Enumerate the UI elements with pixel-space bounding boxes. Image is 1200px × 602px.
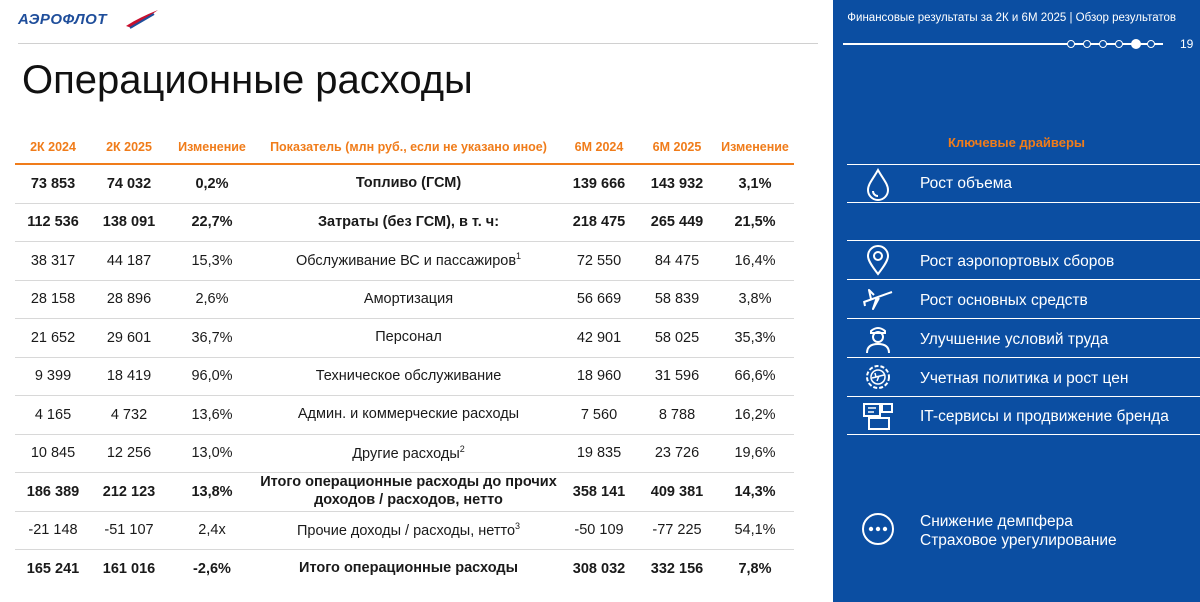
- cell-2k-2024-text: 10 845: [30, 445, 76, 462]
- cell-6m-2024: [560, 164, 638, 203]
- driver-item: [847, 165, 1200, 203]
- cell-6m-2025-text: -77 225: [652, 522, 702, 539]
- cell-2k-2025-text: 138 091: [102, 214, 156, 231]
- table-row: [15, 280, 794, 319]
- cell-change-6m-text: 21,5%: [734, 214, 776, 231]
- cell-indicator-text: Техническое обслуживание: [315, 367, 502, 384]
- cell-indicator: [257, 473, 560, 512]
- cell-indicator-text: Топливо (ГСМ): [355, 175, 462, 192]
- cell-2k-2025-text: 161 016: [102, 560, 156, 577]
- cell-6m-2024-text: 19 835: [576, 445, 622, 462]
- cell-indicator: [257, 164, 560, 203]
- driver-item: [847, 397, 1200, 435]
- cell-indicator: [257, 434, 560, 473]
- table-row: [15, 396, 794, 435]
- cell-6m-2024: [560, 203, 638, 242]
- driver-item: [847, 241, 1200, 280]
- cell-change-6m-text: 14,3%: [734, 483, 776, 500]
- driver-label: Рост основных средств: [920, 292, 1088, 309]
- cell-indicator: [257, 203, 560, 242]
- cell-2k-2024-text: 165 241: [26, 560, 80, 577]
- cell-2k-2024-text: 28 158: [30, 291, 76, 308]
- cell-6m-2024-text: 56 669: [576, 291, 622, 308]
- cell-2k-2024: [15, 203, 91, 242]
- cell-indicator-text: Обслуживание ВС и пассажиров: [295, 252, 517, 269]
- progress-dot: [1147, 40, 1155, 48]
- cell-2k-2025-text: 44 187: [106, 252, 152, 269]
- cell-change-2k-text: 13,0%: [191, 445, 233, 462]
- footnote-ref: 3: [515, 520, 521, 531]
- driver-label: Снижение демпфера Страховое урегулирование: [920, 513, 1117, 549]
- airplane-icon: [861, 282, 895, 316]
- driver-item: [847, 280, 1200, 319]
- cell-change-2k: [167, 280, 257, 319]
- right-panel: [833, 0, 1200, 602]
- cell-2k-2025: [91, 396, 167, 435]
- cell-2k-2024: [15, 164, 91, 203]
- cell-2k-2025: [91, 357, 167, 396]
- footnote-ref: 2: [459, 443, 465, 454]
- operating-expenses-table: [15, 130, 794, 588]
- cell-change-2k: [167, 550, 257, 588]
- cell-6m-2025-text: 58 025: [654, 329, 700, 346]
- cell-2k-2025-text: 12 256: [106, 445, 152, 462]
- cell-6m-2024: [560, 434, 638, 473]
- cell-indicator-text: Амортизация: [363, 290, 454, 307]
- cell-2k-2024: [15, 434, 91, 473]
- cell-change-6m-text: 3,1%: [738, 175, 772, 192]
- cell-change-2k-text: 13,6%: [191, 406, 233, 423]
- page-title: Операционные расходы: [22, 58, 473, 102]
- cell-change-6m: [716, 242, 794, 281]
- cell-2k-2024-text: 112 536: [27, 214, 79, 231]
- cell-change-2k: [167, 319, 257, 358]
- table-row: [15, 434, 794, 473]
- cell-2k-2025-text: 29 601: [106, 329, 152, 346]
- cell-6m-2025-text: 31 596: [654, 368, 700, 385]
- cell-change-2k: [167, 203, 257, 242]
- logo-text: АЭРОФЛОТ: [18, 11, 108, 28]
- cell-change-2k: [167, 434, 257, 473]
- table-row: [15, 203, 794, 242]
- cell-6m-2025: [638, 550, 716, 588]
- table-row: [15, 357, 794, 396]
- cell-change-6m: [716, 280, 794, 319]
- cell-indicator: [257, 357, 560, 396]
- cell-indicator: [257, 280, 560, 319]
- progress-dot: [1083, 40, 1091, 48]
- col-header: 2К 2025: [91, 130, 167, 164]
- cell-change-2k: [167, 357, 257, 396]
- cell-6m-2025-text: 332 156: [650, 560, 704, 577]
- cell-2k-2024-text: 73 853: [30, 175, 76, 192]
- cell-indicator-text: Прочие доходы / расходы, нетто: [296, 522, 516, 539]
- driver-item: [847, 319, 1200, 358]
- cell-change-6m: [716, 203, 794, 242]
- cell-change-6m-text: 54,1%: [734, 522, 776, 539]
- cell-change-6m-text: 16,2%: [734, 406, 776, 423]
- cell-change-2k: [167, 164, 257, 203]
- progress-dot: [1099, 40, 1107, 48]
- cell-6m-2025: [638, 357, 716, 396]
- aeroflot-logo: [18, 8, 158, 32]
- cell-change-6m: [716, 511, 794, 550]
- cell-6m-2025: [638, 242, 716, 281]
- section-subtitle: Финансовые результаты за 2К и 6М 2025 | Обзор результатов: [847, 12, 1176, 24]
- table-row: [15, 242, 794, 281]
- cell-indicator-text: Итого операционные расходы: [299, 560, 518, 577]
- cell-change-6m-text: 16,4%: [734, 252, 776, 269]
- cell-2k-2024-text: 21 652: [30, 329, 76, 346]
- cell-6m-2024-text: 218 475: [572, 214, 626, 231]
- cell-6m-2025: [638, 511, 716, 550]
- cell-change-6m: [716, 319, 794, 358]
- cell-2k-2024: [15, 550, 91, 588]
- cell-change-2k-text: 22,7%: [191, 214, 233, 231]
- top-divider: [18, 43, 818, 44]
- cell-6m-2024: [560, 550, 638, 588]
- cell-2k-2025: [91, 164, 167, 203]
- cell-6m-2025-text: 143 932: [650, 175, 704, 192]
- cell-6m-2025-text: 23 726: [654, 445, 700, 462]
- table-row: [15, 319, 794, 358]
- cell-indicator: [257, 319, 560, 358]
- more-dots-icon: [861, 512, 895, 546]
- driver-label: Улучшение условий труда: [920, 331, 1109, 348]
- cell-indicator: [257, 511, 560, 550]
- cell-indicator-text: Другие расходы: [352, 445, 460, 462]
- cell-2k-2025-text: -51 107: [104, 522, 154, 539]
- cell-change-6m: [716, 434, 794, 473]
- cell-indicator: [257, 550, 560, 588]
- cell-6m-2025: [638, 203, 716, 242]
- col-header: 6М 2025: [638, 130, 716, 164]
- table-row: [15, 511, 794, 550]
- cell-change-6m-text: 3,8%: [738, 291, 772, 308]
- cell-change-2k-text: 96,0%: [191, 368, 233, 385]
- cell-2k-2025-text: 212 123: [102, 483, 156, 500]
- cell-change-6m: [716, 164, 794, 203]
- cell-2k-2025: [91, 242, 167, 281]
- driver-label: Рост аэропортовых сборов: [920, 253, 1115, 270]
- cell-2k-2024: [15, 396, 91, 435]
- cell-change-2k: [167, 473, 257, 512]
- col-header: 6М 2024: [560, 130, 638, 164]
- cell-2k-2025: [91, 434, 167, 473]
- cell-2k-2025-text: 28 896: [106, 291, 152, 308]
- driver-label: IT-сервисы и продвижение бренда: [920, 408, 1169, 425]
- cell-2k-2024-text: -21 148: [28, 522, 78, 539]
- cell-indicator-text: Админ. и коммерческие расходы: [297, 406, 520, 423]
- location-pin-icon: [861, 243, 895, 277]
- cell-2k-2024-text: 4 165: [34, 406, 72, 423]
- cell-2k-2025: [91, 473, 167, 512]
- cell-indicator-text: Персонал: [375, 329, 442, 346]
- fuel-drop-icon: [861, 167, 895, 201]
- progress-dot: [1067, 40, 1075, 48]
- cell-6m-2025-text: 58 839: [654, 291, 700, 308]
- cell-indicator-text: Итого операционные расходы до прочих доходов / расходов, нетто: [260, 474, 557, 508]
- cell-6m-2024-text: 18 960: [576, 368, 622, 385]
- gear-plane-icon: [861, 360, 895, 394]
- cell-6m-2024: [560, 396, 638, 435]
- cell-change-2k-text: 2,6%: [195, 291, 229, 308]
- cell-2k-2024: [15, 357, 91, 396]
- cell-indicator: [257, 396, 560, 435]
- cell-2k-2024-text: 9 399: [34, 368, 72, 385]
- driver-item: [847, 358, 1200, 397]
- drivers-title: Ключевые драйверы: [947, 135, 1086, 150]
- cell-change-2k: [167, 242, 257, 281]
- cell-change-6m-text: 19,6%: [734, 445, 776, 462]
- cell-change-6m: [716, 550, 794, 588]
- table-row: [15, 550, 794, 588]
- driver-item: [847, 505, 1200, 552]
- cell-6m-2024-text: 72 550: [576, 252, 622, 269]
- cell-6m-2025-text: 265 449: [650, 214, 704, 231]
- cell-2k-2025-text: 74 032: [106, 175, 152, 192]
- col-header: Изменение: [716, 130, 794, 164]
- cell-2k-2025-text: 4 732: [110, 406, 148, 423]
- cell-indicator: [257, 242, 560, 281]
- cell-2k-2024: [15, 473, 91, 512]
- cell-2k-2024: [15, 280, 91, 319]
- cell-6m-2024-text: 7 560: [580, 406, 618, 423]
- cell-6m-2025: [638, 164, 716, 203]
- table-row: [15, 164, 794, 203]
- it-screens-icon: [861, 399, 895, 433]
- cell-change-6m-text: 7,8%: [738, 560, 772, 577]
- cell-6m-2025-text: 409 381: [650, 483, 704, 500]
- page-number: 19: [1180, 37, 1194, 51]
- cell-6m-2024-text: 358 141: [572, 483, 626, 500]
- cell-change-2k-text: 2,4x: [198, 522, 226, 539]
- cell-change-2k: [167, 511, 257, 550]
- cell-indicator-text: Затраты (без ГСМ), в т. ч:: [317, 213, 500, 230]
- cell-6m-2025-text: 84 475: [654, 252, 700, 269]
- driver-label: Учетная политика и рост цен: [920, 370, 1129, 387]
- cell-change-6m: [716, 396, 794, 435]
- driver-label: Рост объема: [920, 175, 1013, 192]
- cell-6m-2024-text: 308 032: [572, 560, 626, 577]
- footnote-ref: 1: [516, 251, 522, 262]
- table-header-row: [15, 130, 794, 164]
- cell-6m-2024: [560, 473, 638, 512]
- col-header: Показатель (млн руб., если не указано иное): [257, 130, 560, 164]
- driver-item-empty: [847, 203, 1200, 241]
- table-row: [15, 473, 794, 512]
- pilot-icon: [861, 321, 895, 355]
- cell-6m-2024: [560, 357, 638, 396]
- wings-icon: [124, 8, 160, 30]
- cell-6m-2025: [638, 280, 716, 319]
- cell-2k-2025: [91, 203, 167, 242]
- cell-change-2k-text: 36,7%: [191, 329, 233, 346]
- cell-change-2k-text: 0,2%: [195, 175, 229, 192]
- cell-6m-2025-text: 8 788: [658, 406, 696, 423]
- cell-2k-2025-text: 18 419: [106, 368, 152, 385]
- cell-6m-2025: [638, 434, 716, 473]
- cell-2k-2024-text: 38 317: [30, 252, 76, 269]
- cell-6m-2024-text: -50 109: [574, 522, 624, 539]
- cell-6m-2024: [560, 280, 638, 319]
- cell-2k-2024: [15, 511, 91, 550]
- col-header: 2К 2024: [15, 130, 91, 164]
- cell-2k-2025: [91, 280, 167, 319]
- cell-2k-2024: [15, 319, 91, 358]
- cell-change-2k-text: 13,8%: [191, 483, 233, 500]
- cell-6m-2025: [638, 319, 716, 358]
- cell-change-6m: [716, 357, 794, 396]
- cell-2k-2025: [91, 550, 167, 588]
- cell-6m-2024-text: 42 901: [576, 329, 622, 346]
- progress-dot: [1115, 40, 1123, 48]
- cell-6m-2024-text: 139 666: [572, 175, 626, 192]
- cell-6m-2024: [560, 319, 638, 358]
- cell-change-6m: [716, 473, 794, 512]
- cell-6m-2024: [560, 242, 638, 281]
- cell-6m-2025: [638, 473, 716, 512]
- cell-2k-2024-text: 186 389: [26, 483, 80, 500]
- col-header: Изменение: [167, 130, 257, 164]
- cell-change-2k-text: -2,6%: [193, 560, 231, 577]
- cell-6m-2025: [638, 396, 716, 435]
- cell-2k-2025: [91, 319, 167, 358]
- cell-change-2k: [167, 396, 257, 435]
- cell-change-6m-text: 35,3%: [734, 329, 776, 346]
- progress-track: [843, 43, 1163, 45]
- cell-2k-2024: [15, 242, 91, 281]
- cell-change-6m-text: 66,6%: [734, 368, 776, 385]
- progress-dot-active: [1131, 39, 1141, 49]
- cell-change-2k-text: 15,3%: [191, 252, 233, 269]
- cell-6m-2024: [560, 511, 638, 550]
- cell-2k-2025: [91, 511, 167, 550]
